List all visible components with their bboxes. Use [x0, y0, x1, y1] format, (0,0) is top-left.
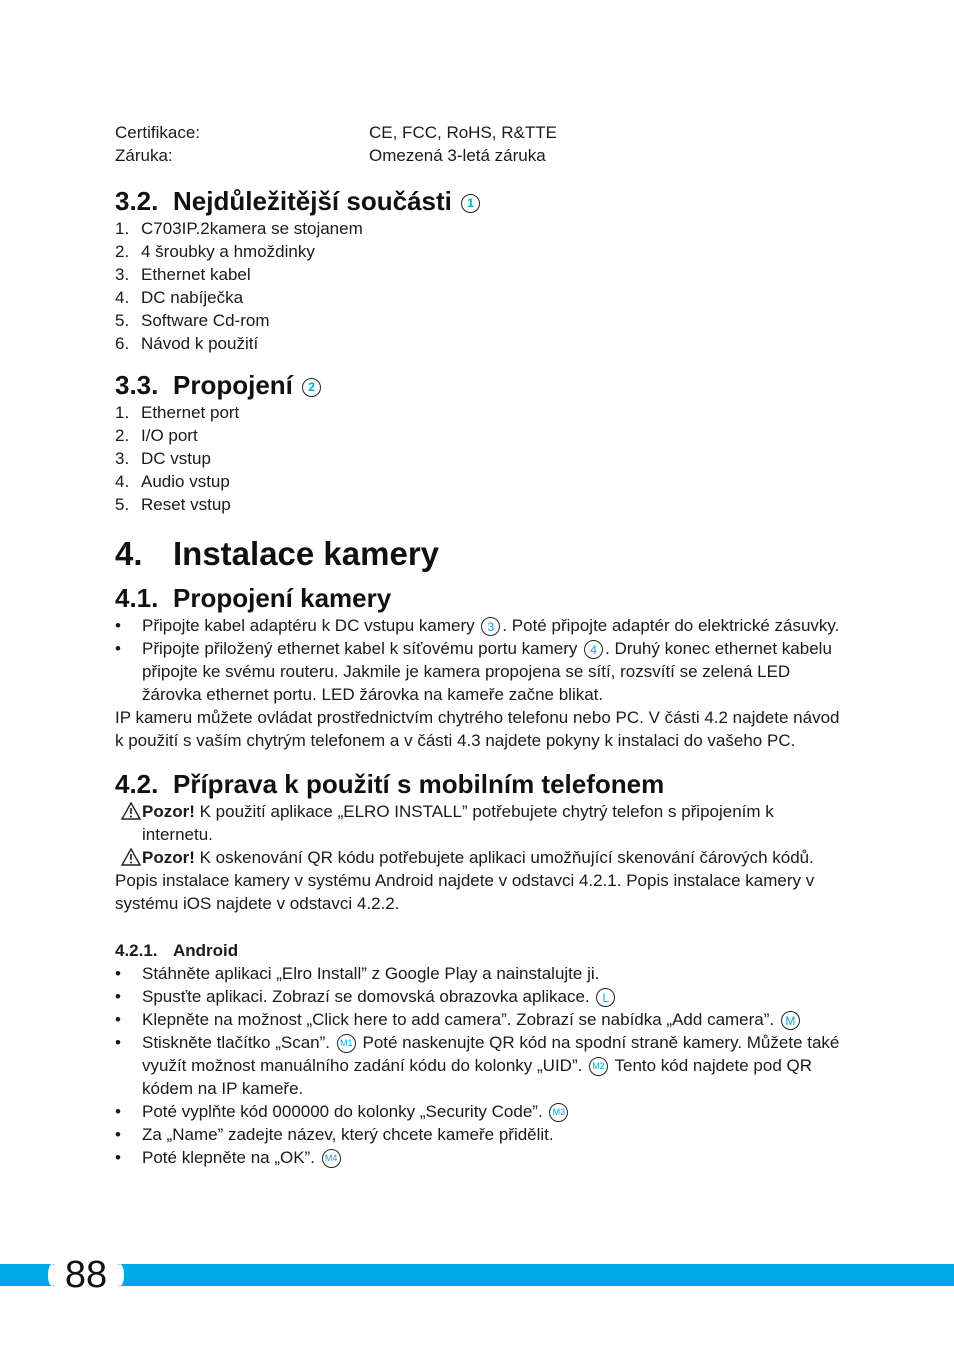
heading-number: 4.2.1.: [115, 941, 158, 960]
paragraph: Popis instalace kamery v systému Android najdete v odstavci 4.2.1. Popis instalace kamery v systému iOS najdete v odstavci 4.2.2.: [115, 871, 815, 913]
heading-4: [115, 534, 845, 574]
page-number: 88: [54, 1252, 118, 1298]
figure-ref-icon: 2: [302, 378, 321, 397]
spec-row-certification: [115, 121, 845, 144]
list-item: • Připojte kabel adaptéru k DC vstupu kamery 3 . Poté připojte adaptér do elektrické zásuvky.: [115, 616, 840, 635]
list-item: 1. Ethernet port: [115, 403, 240, 422]
heading-number: 4.: [115, 535, 143, 572]
list-item: 3. Ethernet kabel: [115, 265, 251, 284]
list-item: 5. Software Cd-rom: [115, 311, 270, 330]
list-item: • Spusťte aplikaci. Zobrazí se domovská obrazovka aplikace. L: [115, 985, 845, 1008]
warning-icon: [121, 848, 141, 866]
parts-list: [115, 217, 845, 355]
figure-ref-icon: 4: [584, 640, 603, 659]
figure-ref-icon: M3: [549, 1103, 568, 1122]
heading-3-2: [115, 185, 845, 217]
spec-label: Certifikace:: [115, 123, 201, 142]
list-item: • Za „Name” zadejte název, který chcete kameře přidělit.: [115, 1125, 554, 1144]
warning-note: Pozor! K oskenování QR kódu potřebujete aplikaci umožňující skenování čárových kódů.: [115, 846, 845, 869]
list-item: 4. Audio vstup: [115, 472, 230, 491]
spec-row-warranty: [115, 144, 845, 167]
footer-bar: [0, 1264, 954, 1286]
list-item: • Klepněte na možnost „Click here to add camera”. Zobrazí se nabídka „Add camera”. M: [115, 1008, 845, 1031]
spec-label: Záruka:: [115, 146, 173, 165]
heading-title: Instalace kamery: [173, 535, 440, 572]
list-item: • Stiskněte tlačítko „Scan”. M1 Poté naskenujte QR kód na spodní straně kamery. Můžete také využít možnost manuálního zadání kódu do kolonky „UID”. M2 Tento kód najdete pod QR kódem na IP kameře.: [115, 1033, 840, 1098]
list-item: 5. Reset vstup: [115, 495, 231, 514]
list-item: • Připojte přiložený ethernet kabel k síťovému portu kamery 4 . Druhý konec ethernet kabelu připojte ke svému routeru. Jakmile je kamera propojena se sítí, rozsvítí se zelená LED žárovka ethernet portu. LED žárovka na kameře začne blikat.: [115, 639, 832, 704]
android-steps: [115, 962, 845, 1169]
list-item: • Stáhněte aplikaci „Elro Install” z Google Play a nainstalujte ji.: [115, 964, 600, 983]
list-item: 4. DC nabíječka: [115, 288, 244, 307]
heading-title: Příprava k použití s mobilním telefonem: [173, 769, 665, 799]
heading-3-3: [115, 369, 845, 401]
heading-number: 3.3.: [115, 370, 159, 400]
heading-4-2-1: [115, 939, 845, 962]
heading-title: Propojení: [173, 370, 293, 400]
warning-note: Pozor! K použití aplikace „ELRO INSTALL” potřebujete chytrý telefon s připojením k internetu.: [115, 800, 845, 846]
connect-steps: [115, 614, 845, 706]
figure-ref-icon: M2: [589, 1057, 608, 1076]
figure-ref-icon: M1: [337, 1034, 356, 1053]
figure-ref-icon: M4: [322, 1149, 341, 1168]
heading-number: 4.1.: [115, 583, 159, 613]
list-item: 2. 4 šroubky a hmoždinky: [115, 242, 315, 261]
connections-list: [115, 401, 845, 516]
heading-title: Nejdůležitější součásti: [173, 186, 452, 216]
heading-number: 3.2.: [115, 186, 159, 216]
figure-ref-icon: 1: [461, 194, 480, 213]
figure-ref-icon: L: [596, 988, 615, 1007]
spec-value: CE, FCC, RoHS, R&TTE: [369, 123, 557, 142]
list-item: 3. DC vstup: [115, 449, 211, 468]
figure-ref-icon: 3: [481, 617, 500, 636]
list-item: 6. Návod k použití: [115, 334, 259, 353]
list-item: 1. C703IP.2kamera se stojanem: [115, 219, 363, 238]
list-item: • Poté klepněte na „OK”. M4: [115, 1146, 845, 1169]
heading-title: Propojení kamery: [173, 583, 392, 613]
heading-number: 4.2.: [115, 769, 159, 799]
heading-4-1: [115, 582, 845, 614]
page-content: [115, 121, 845, 1169]
heading-title: Android: [173, 941, 239, 960]
paragraph: IP kameru můžete ovládat prostřednictvím chytrého telefonu nebo PC. V části 4.2 najdete návod k použití s vaším chytrým telefonem a v části 4.3 najdete pokyny k instalaci do vašeho PC.: [115, 708, 840, 750]
figure-ref-icon: M: [781, 1011, 800, 1030]
list-item: • Poté vyplňte kód 000000 do kolonky „Security Code”. M3: [115, 1100, 845, 1123]
list-item: 2. I/O port: [115, 426, 198, 445]
spec-value: Omezená 3-letá záruka: [369, 146, 546, 165]
heading-4-2: [115, 768, 845, 800]
warning-icon: [121, 802, 141, 820]
